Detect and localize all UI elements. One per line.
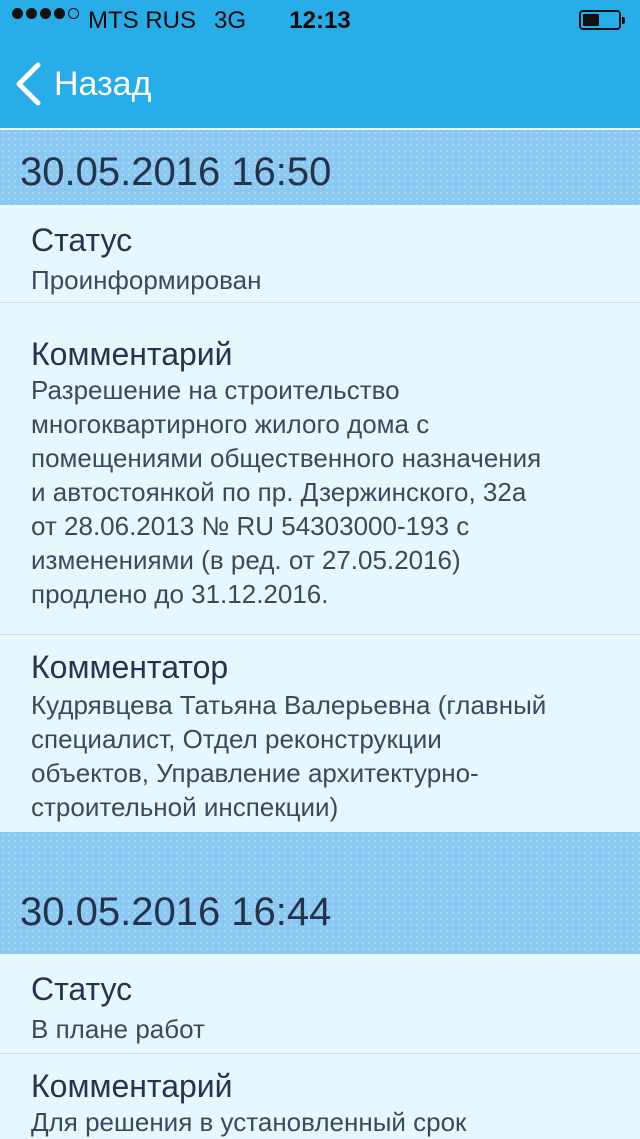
- entry-datetime: 30.05.2016 16:50: [20, 150, 332, 194]
- commenter-label: Комментатор: [31, 649, 229, 685]
- comment-text: [31, 373, 621, 611]
- comment-line: от 28.06.2013 № RU 54303000-193 с: [31, 511, 470, 541]
- comment-row: [0, 1054, 640, 1136]
- comment-line: многоквартирного жилого дома с: [31, 409, 430, 439]
- commenter-line: Кудрявцева Татьяна Валерьевна (главный: [31, 690, 547, 720]
- chevron-left-icon: [14, 62, 44, 106]
- navigation-bar: [0, 40, 640, 128]
- status-value: В плане работ: [31, 1014, 205, 1044]
- comment-line: Для решения в установленный срок: [31, 1107, 467, 1137]
- status-bar: [0, 0, 640, 40]
- back-button-label: Назад: [54, 64, 152, 103]
- entry-date-header: [0, 130, 640, 205]
- comment-text: [31, 1105, 621, 1139]
- status-row: [0, 954, 640, 1054]
- comment-label: Комментарий: [31, 336, 233, 372]
- clock: 12:13: [289, 7, 351, 34]
- comment-line: помещениями общественного назначения: [31, 443, 542, 473]
- comment-line: Разрешение на строительство: [31, 375, 400, 405]
- status-label: Статус: [31, 222, 133, 258]
- comment-line: и автостоянкой по пр. Дзержинского, 32а: [31, 477, 527, 507]
- comment-row: [0, 303, 640, 635]
- status-label: Статус: [31, 971, 133, 1007]
- entry-date-header: [0, 832, 640, 954]
- comment-label: Комментарий: [31, 1068, 233, 1104]
- network-type: 3G: [214, 7, 247, 34]
- battery-icon: [579, 10, 621, 30]
- entry-datetime: 30.05.2016 16:44: [20, 890, 332, 934]
- status-value: Проинформирован: [31, 265, 262, 295]
- commenter-row: [0, 635, 640, 832]
- commenter-line: строительной инспекции): [31, 792, 339, 822]
- commenter-line: объектов, Управление архитектурно-: [31, 758, 479, 788]
- back-button[interactable]: [14, 60, 151, 108]
- commenter-line: специалист, Отдел реконструкции: [31, 724, 442, 754]
- comment-line: изменениями (в ред. от 27.05.2016): [31, 545, 461, 575]
- carrier-name: MTS RUS: [88, 7, 196, 34]
- commenter-text: [31, 688, 621, 824]
- comment-line: продлено до 31.12.2016.: [31, 579, 329, 609]
- status-row: [0, 205, 640, 303]
